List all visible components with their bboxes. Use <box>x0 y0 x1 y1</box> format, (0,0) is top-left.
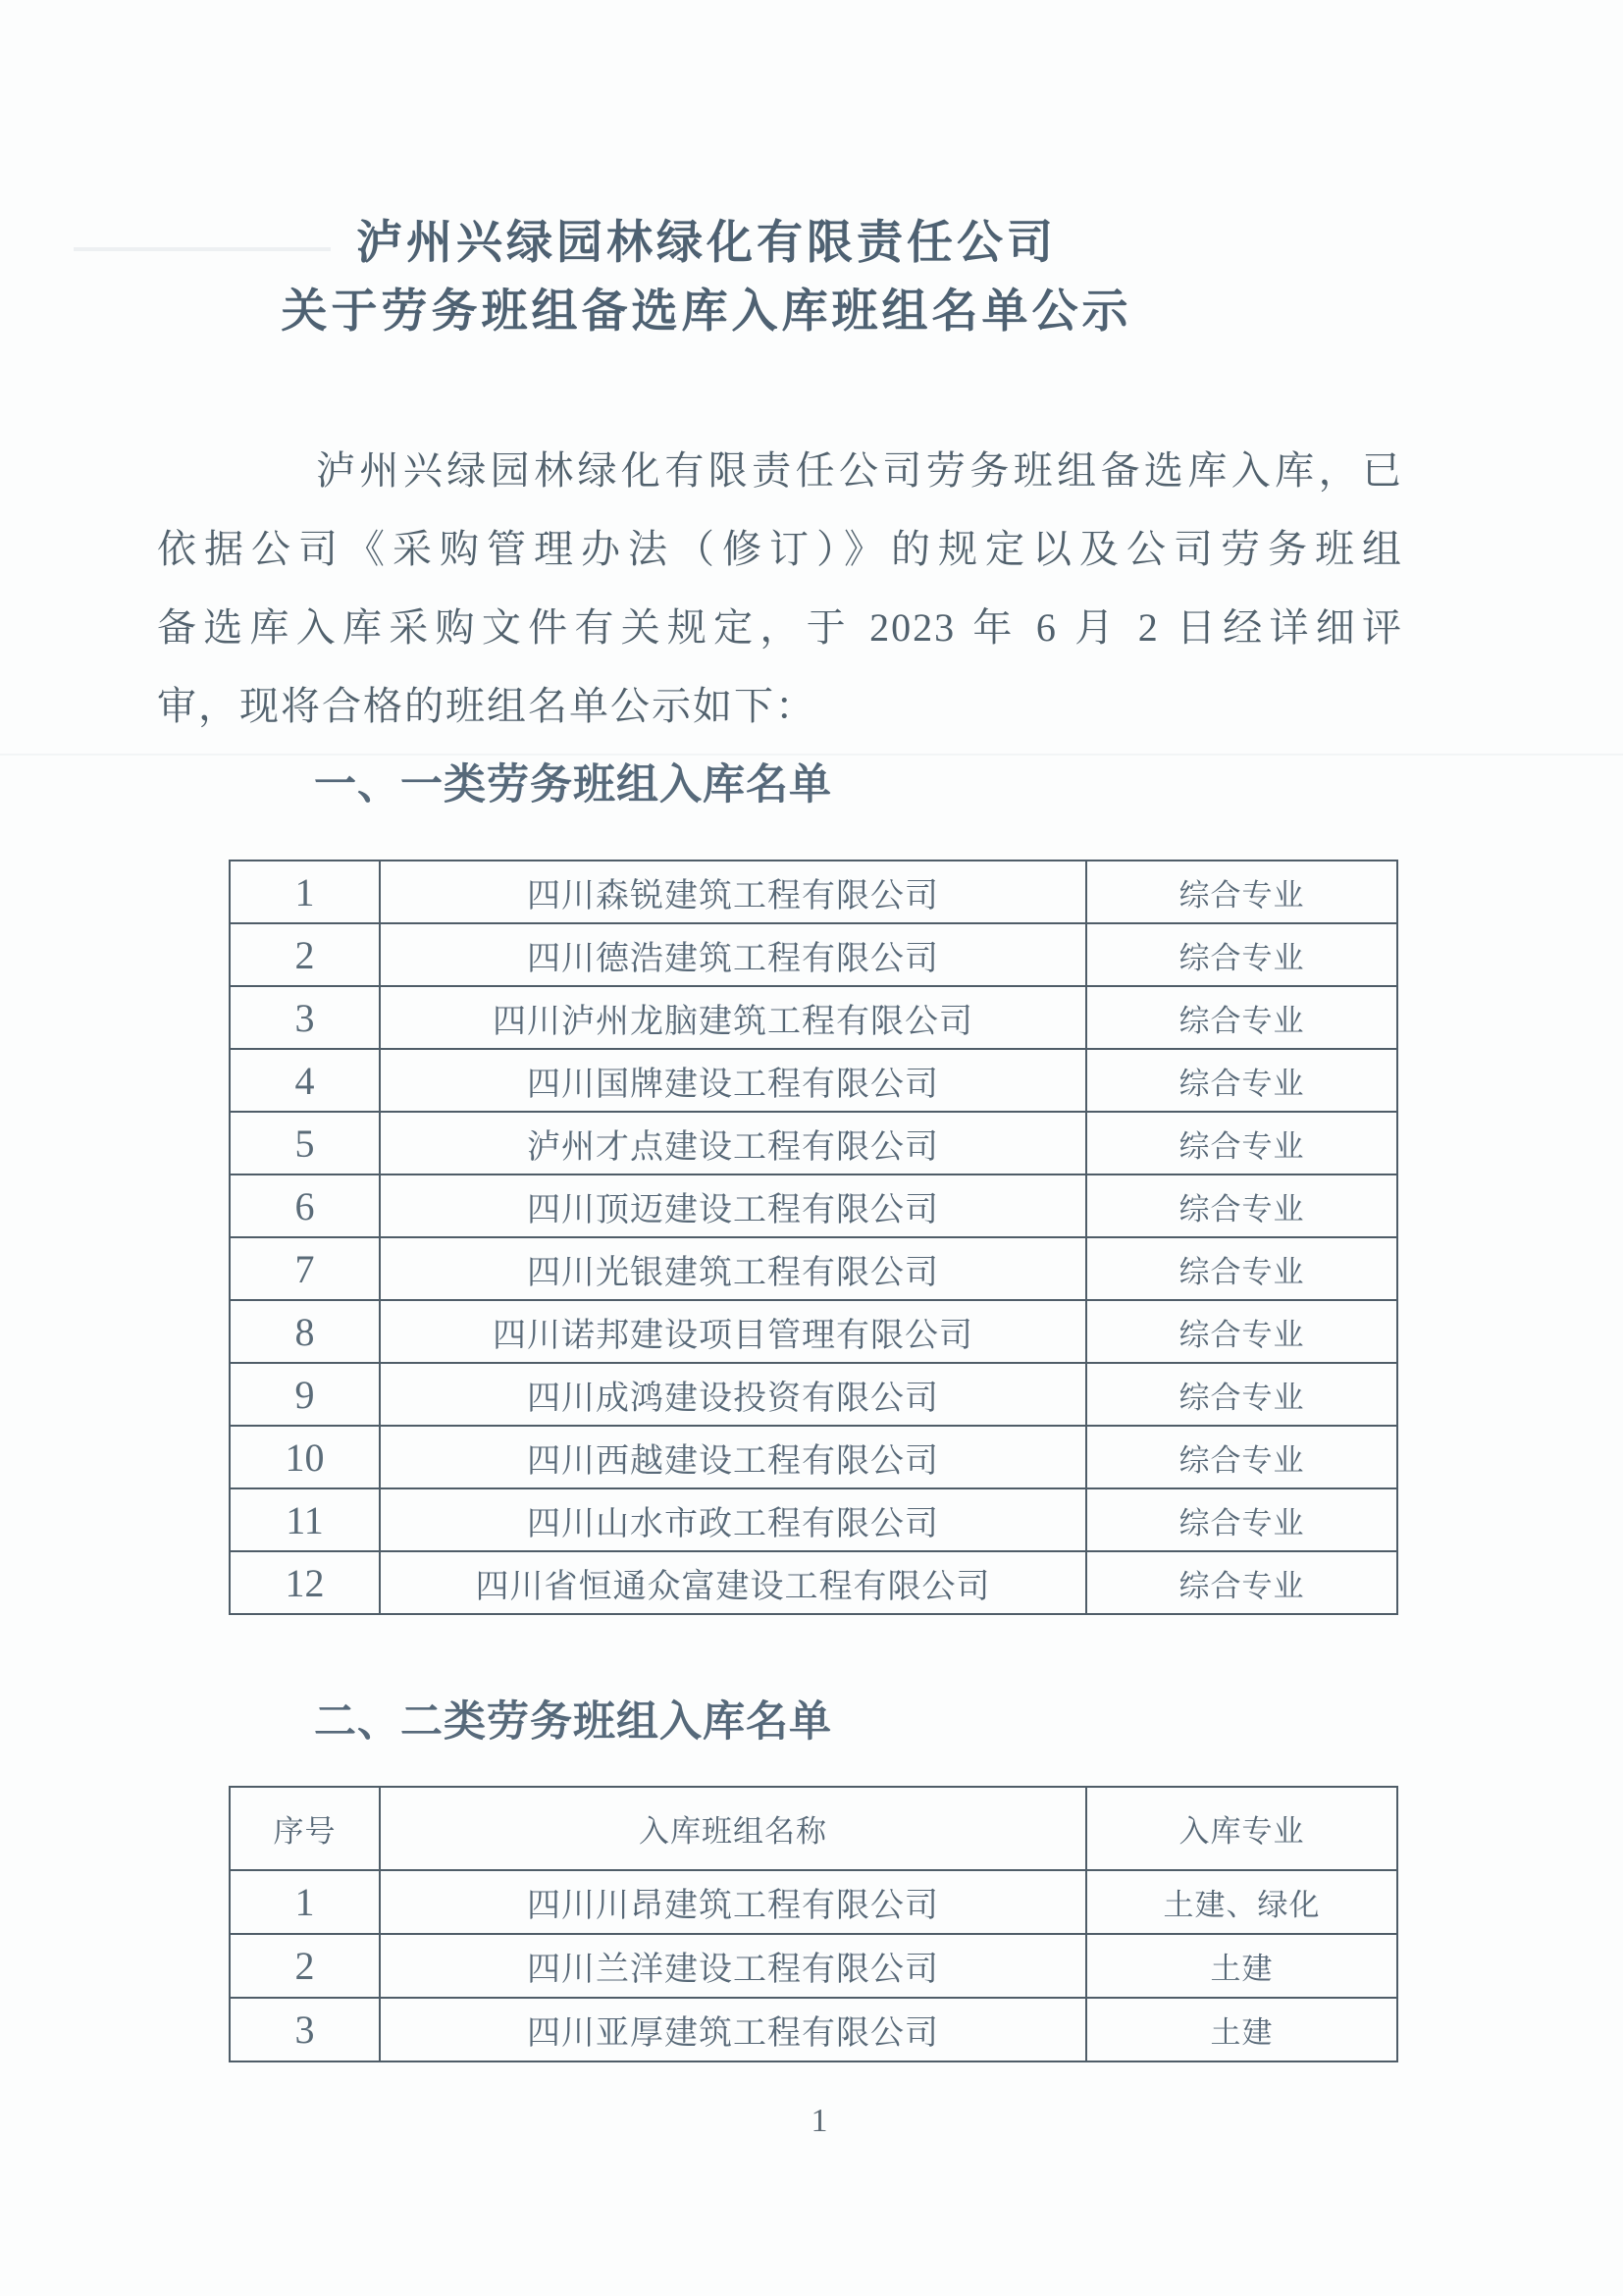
specialty-cell: 综合专业 <box>1086 1551 1397 1614</box>
intro-paragraph <box>157 432 1403 746</box>
class1-labor-team-table <box>229 860 1398 1615</box>
company-name-cell: 四川诺邦建设项目管理有限公司 <box>380 1300 1086 1363</box>
company-name-cell: 四川山水市政工程有限公司 <box>380 1488 1086 1551</box>
specialty-cell: 综合专业 <box>1086 1488 1397 1551</box>
specialty-cell: 土建、绿化 <box>1086 1870 1397 1934</box>
row-number-cell: 11 <box>230 1488 380 1551</box>
company-name-cell: 四川成鸿建设投资有限公司 <box>380 1363 1086 1426</box>
paragraph-line: 审，现将合格的班组名单公示如下： <box>157 684 816 728</box>
table-row <box>230 923 1397 986</box>
section-heading-class2: 二、二类劳务班组入库名单 <box>314 1698 832 1746</box>
class2-table-body <box>230 1870 1397 2061</box>
class1-table-body <box>230 861 1397 1614</box>
company-name-cell: 四川兰洋建设工程有限公司 <box>380 1934 1086 1998</box>
company-name-cell: 四川森锐建筑工程有限公司 <box>380 861 1086 923</box>
row-number-cell: 9 <box>230 1363 380 1426</box>
company-name-cell: 四川国牌建设工程有限公司 <box>380 1049 1086 1112</box>
table-row <box>230 1934 1397 1998</box>
specialty-cell: 综合专业 <box>1086 986 1397 1049</box>
row-number-cell: 12 <box>230 1551 380 1614</box>
specialty-cell: 综合专业 <box>1086 861 1397 923</box>
specialty-cell: 综合专业 <box>1086 1112 1397 1174</box>
header-team-name: 入库班组名称 <box>380 1787 1086 1870</box>
specialty-cell: 综合专业 <box>1086 1300 1397 1363</box>
table-header-row <box>230 1787 1397 1870</box>
paragraph-line: 备选库入库采购文件有关规定，于 2023 年 6 月 2 日经详细评 <box>157 605 1403 650</box>
table-row <box>230 1870 1397 1934</box>
paragraph-line: 依据公司《采购管理办法（修订）》的规定以及公司劳务班组 <box>157 527 1403 571</box>
row-number-cell: 5 <box>230 1112 380 1174</box>
title-line-2: 关于劳务班组备选库入库班组名单公示 <box>281 285 1132 337</box>
table-row <box>230 1112 1397 1174</box>
row-number-cell: 3 <box>230 986 380 1049</box>
row-number-cell: 3 <box>230 1998 380 2061</box>
row-number-cell: 1 <box>230 1870 380 1934</box>
table-row <box>230 1300 1397 1363</box>
paragraph-line: 泸州兴绿园林绿化有限责任公司劳务班组备选库入库，已 <box>316 448 1403 493</box>
company-name-cell: 泸州才点建设工程有限公司 <box>380 1112 1086 1174</box>
specialty-cell: 综合专业 <box>1086 1426 1397 1488</box>
row-number-cell: 8 <box>230 1300 380 1363</box>
row-number-cell: 10 <box>230 1426 380 1488</box>
row-number-cell: 1 <box>230 861 380 923</box>
row-number-cell: 2 <box>230 1934 380 1998</box>
table-row <box>230 1363 1397 1426</box>
scan-artifact-line <box>0 754 1623 756</box>
table-row <box>230 1426 1397 1488</box>
specialty-cell: 综合专业 <box>1086 1237 1397 1300</box>
specialty-cell: 综合专业 <box>1086 1363 1397 1426</box>
header-serial-number: 序号 <box>230 1787 380 1870</box>
company-name-cell: 四川顶迈建设工程有限公司 <box>380 1174 1086 1237</box>
specialty-cell: 土建 <box>1086 1934 1397 1998</box>
row-number-cell: 6 <box>230 1174 380 1237</box>
class2-labor-team-table <box>229 1786 1398 2062</box>
table-row <box>230 1237 1397 1300</box>
company-name-cell: 四川省恒通众富建设工程有限公司 <box>380 1551 1086 1614</box>
specialty-cell: 综合专业 <box>1086 923 1397 986</box>
company-name-cell: 四川川昂建筑工程有限公司 <box>380 1870 1086 1934</box>
specialty-cell: 土建 <box>1086 1998 1397 2061</box>
company-name-cell: 四川德浩建筑工程有限公司 <box>380 923 1086 986</box>
company-name-cell: 四川西越建设工程有限公司 <box>380 1426 1086 1488</box>
table-row <box>230 1488 1397 1551</box>
title-line-1: 泸州兴绿园林绿化有限责任公司 <box>356 216 1057 268</box>
company-name-cell: 四川泸州龙脑建筑工程有限公司 <box>380 986 1086 1049</box>
header-specialty: 入库专业 <box>1086 1787 1397 1870</box>
document-title <box>59 208 1354 345</box>
row-number-cell: 7 <box>230 1237 380 1300</box>
company-name-cell: 四川光银建筑工程有限公司 <box>380 1237 1086 1300</box>
company-name-cell: 四川亚厚建筑工程有限公司 <box>380 1998 1086 2061</box>
row-number-cell: 4 <box>230 1049 380 1112</box>
table-row <box>230 1998 1397 2061</box>
table-row <box>230 1174 1397 1237</box>
table-row <box>230 861 1397 923</box>
section-heading-class1: 一、一类劳务班组入库名单 <box>314 761 832 809</box>
page-number: 1 <box>811 2103 828 2139</box>
table-row <box>230 986 1397 1049</box>
table-row <box>230 1049 1397 1112</box>
specialty-cell: 综合专业 <box>1086 1049 1397 1112</box>
table-row <box>230 1551 1397 1614</box>
specialty-cell: 综合专业 <box>1086 1174 1397 1237</box>
row-number-cell: 2 <box>230 923 380 986</box>
